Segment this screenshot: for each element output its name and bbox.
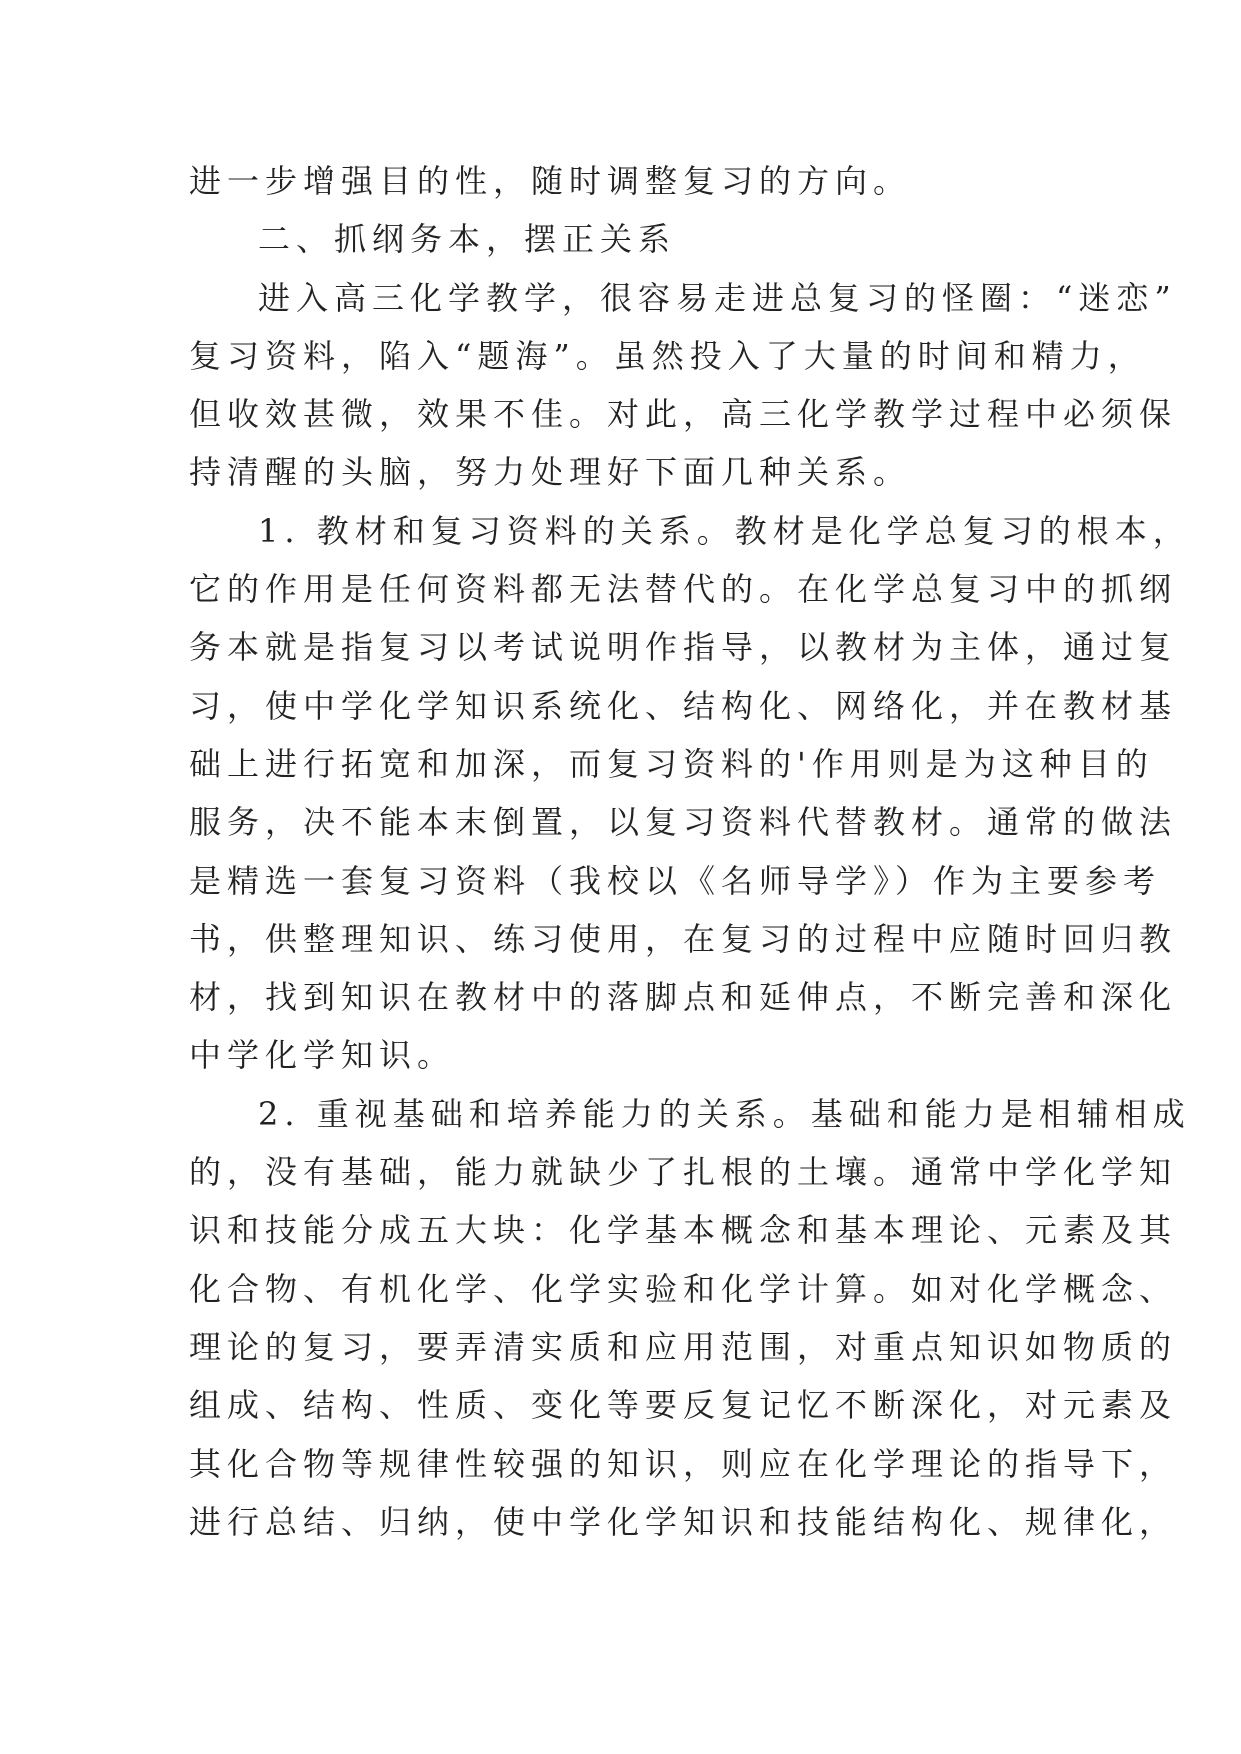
text-line: 化合物、有机化学、化学实验和化学计算。如对化学概念、 xyxy=(189,1269,1178,1308)
text-line: 书，供整理知识、练习使用，在复习的过程中应随时回归教 xyxy=(189,919,1178,958)
text-line: 材，找到知识在教材中的落脚点和延伸点，不断完善和深化 xyxy=(189,978,1178,1017)
section-heading: 二、抓纲务本，摆正关系 xyxy=(258,220,677,259)
text-line: 础上进行拓宽和加深，而复习资料的'作用则是为这种目的 xyxy=(189,744,1154,783)
text-line: 其化合物等规律性较强的知识，则应在化学理论的指导下， xyxy=(189,1444,1178,1483)
text-line: 是精选一套复习资料（我校以《名师导学》）作为主要参考 xyxy=(189,861,1162,900)
text-line: 识和技能分成五大块：化学基本概念和基本理论、元素及其 xyxy=(189,1211,1178,1250)
text-line: 持清醒的头脑，努力处理好下面几种关系。 xyxy=(189,453,912,492)
text-line: 务本就是指复习以考试说明作指导，以教材为主体，通过复 xyxy=(189,628,1178,667)
text-line: 的，没有基础，能力就缺少了扎根的土壤。通常中学化学知 xyxy=(189,1153,1178,1192)
text-line: 组成、结构、性质、变化等要反复记忆不断深化，对元素及 xyxy=(189,1386,1178,1425)
text-line: 进行总结、归纳，使中学化学知识和技能结构化、规律化， xyxy=(189,1502,1178,1541)
text-line: 1. 教材和复习资料的关系。教材是化学总复习的根本， xyxy=(258,511,1191,550)
text-line: 它的作用是任何资料都无法替代的。在化学总复习中的抓纲 xyxy=(189,570,1178,609)
body-text xyxy=(189,152,1191,1551)
text-line: 但收效甚微，效果不佳。对此，高三化学教学过程中必须保 xyxy=(189,395,1178,434)
text-line: 理论的复习，要弄清实质和应用范围，对重点知识如物质的 xyxy=(189,1327,1178,1366)
text-line: 服务，决不能本末倒置，以复习资料代替教材。通常的做法 xyxy=(189,803,1178,842)
text-line: 复习资料，陷入“题海”。虽然投入了大量的时间和精力， xyxy=(189,336,1146,375)
text-line: 进一步增强目的性，随时调整复习的方向。 xyxy=(189,162,912,200)
text-line: 2. 重视基础和培养能力的关系。基础和能力是相辅相成 xyxy=(258,1094,1191,1133)
text-line: 习，使中学化学知识系统化、结构化、网络化，并在教材基 xyxy=(189,686,1178,725)
text-line: 中学化学知识。 xyxy=(189,1036,456,1075)
text-line: 进入高三化学教学，很容易走进总复习的怪圈：“迷恋” xyxy=(258,278,1177,317)
